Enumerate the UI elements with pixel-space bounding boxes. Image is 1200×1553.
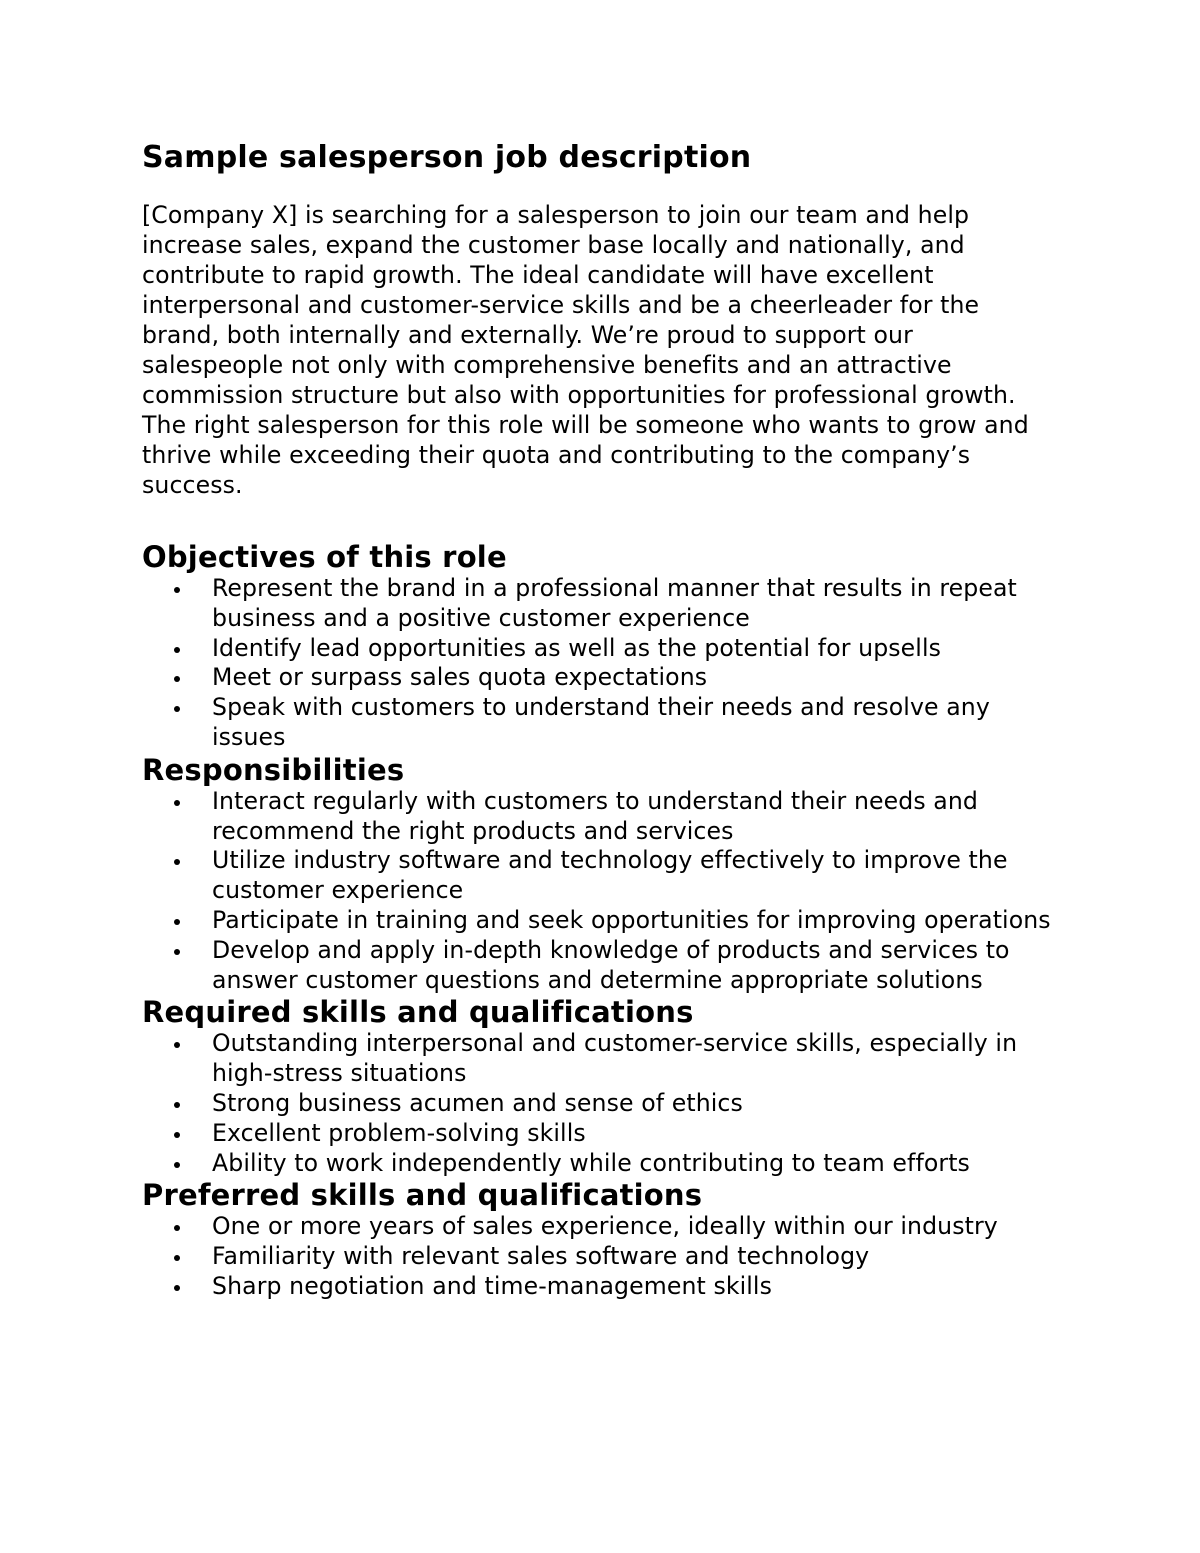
- bullet-icon: [174, 919, 180, 925]
- list-item: [212, 906, 1060, 936]
- list-item: [212, 574, 1060, 634]
- list-item-text: Familiarity with relevant sales software and technology: [212, 1242, 870, 1271]
- list-item: [212, 1119, 1060, 1149]
- responsibilities-list: [142, 787, 1060, 996]
- list-item-text: Excellent problem-solving skills: [212, 1118, 586, 1147]
- list-item-text: Sharp negotiation and time-management skills: [212, 1271, 772, 1300]
- bullet-icon: [174, 1225, 180, 1231]
- list-item-text: Interact regularly with customers to understand their needs and recommend the right products and services: [212, 786, 978, 845]
- section-heading-required-skills: Required skills and qualifications: [142, 995, 694, 1030]
- preferred-skills-list: [142, 1212, 1060, 1301]
- bullet-icon: [174, 1285, 180, 1291]
- list-item: [212, 634, 1060, 664]
- bullet-icon: [174, 1162, 180, 1168]
- bullet-icon: [174, 1255, 180, 1261]
- list-item: [212, 787, 1060, 847]
- section-heading-preferred-skills: Preferred skills and qualifications: [142, 1178, 703, 1213]
- bullet-icon: [174, 1102, 180, 1108]
- list-item-text: Ability to work independently while contributing to team efforts: [212, 1148, 970, 1177]
- intro-paragraph: [Company X] is searching for a salesperson to join our team and help increase sales, expand the customer base locally and nationally, and contribute to rapid growth. The ideal candidate will have excellent interpersonal and customer-service skills and be a cheerleader for the brand, both internally and externally. We’re proud to support our salespeople not only with comprehensive benefits and an attractive commission structure but also with opportunities for professional growth. The right salesperson for this role will be someone who wants to grow and thrive while exceeding their quota and contributing to the company’s success.: [142, 201, 1029, 499]
- list-item-text: Outstanding interpersonal and customer-service skills, especially in high-stress situations: [212, 1029, 1018, 1088]
- list-item-text: Develop and apply in-depth knowledge of products and services to answer customer questions and determine appropriate solutions: [212, 935, 1010, 994]
- objectives-list: [142, 574, 1060, 753]
- bullet-icon: [174, 949, 180, 955]
- list-item: [212, 1272, 1060, 1302]
- bullet-icon: [174, 1042, 180, 1048]
- list-item-text: Represent the brand in a professional manner that results in repeat business and a positive customer experience: [212, 574, 1017, 632]
- list-item-text: Identify lead opportunities as well as the potential for upsells: [212, 633, 941, 662]
- list-item: [212, 1242, 1060, 1272]
- bullet-icon: [174, 587, 180, 593]
- list-item: [212, 936, 1060, 996]
- list-item: [212, 1029, 1060, 1089]
- page-title: Sample salesperson job description: [142, 140, 752, 175]
- section-heading-responsibilities: Responsibilities: [142, 752, 405, 787]
- bullet-icon: [174, 706, 180, 712]
- list-item-text: Meet or surpass sales quota expectations: [212, 663, 708, 692]
- bullet-icon: [174, 859, 180, 865]
- section-heading-objectives: Objectives of this role: [142, 540, 507, 574]
- bullet-icon: [174, 647, 180, 653]
- list-item-text: Speak with customers to understand their needs and resolve any issues: [212, 693, 990, 751]
- list-item: [212, 693, 1060, 753]
- list-item-text: Strong business acumen and sense of ethics: [212, 1088, 743, 1117]
- bullet-icon: [174, 676, 180, 682]
- list-item-text: Utilize industry software and technology effectively to improve the customer experience: [212, 846, 1008, 905]
- list-item: [212, 1212, 1060, 1242]
- list-item-text: One or more years of sales experience, ideally within our industry: [212, 1212, 998, 1241]
- list-item-text: Participate in training and seek opportunities for improving operations: [212, 905, 1051, 934]
- list-item: [212, 663, 1060, 693]
- list-item: [212, 846, 1060, 906]
- bullet-icon: [174, 800, 180, 806]
- required-skills-list: [142, 1029, 1060, 1178]
- list-item: [212, 1149, 1060, 1179]
- list-item: [212, 1089, 1060, 1119]
- bullet-icon: [174, 1132, 180, 1138]
